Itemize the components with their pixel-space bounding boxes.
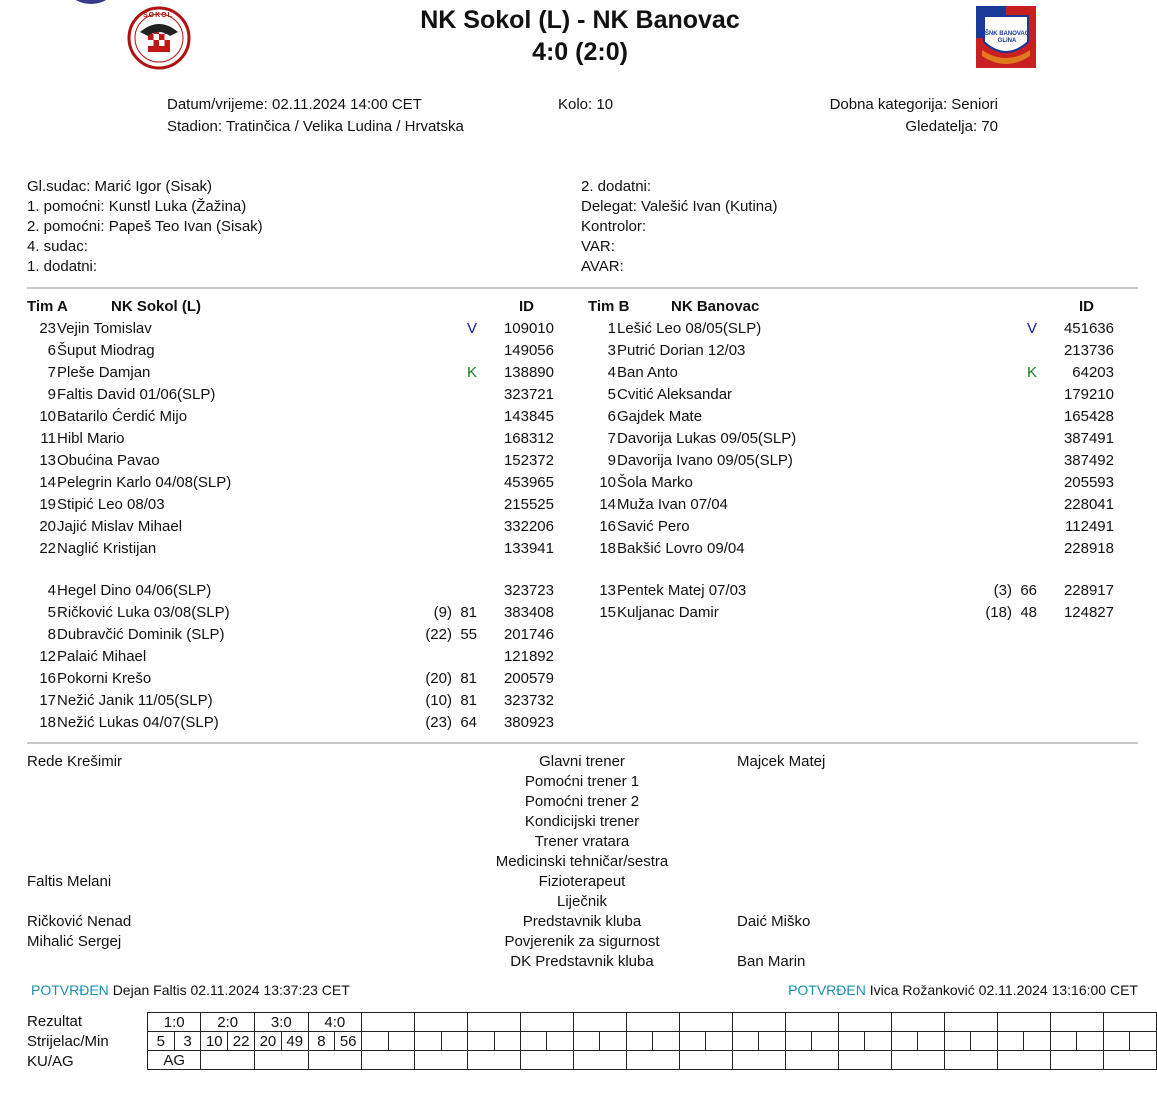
player-number: 19 bbox=[39, 496, 56, 513]
player-number: 10 bbox=[39, 408, 56, 425]
player-number: 9 bbox=[607, 452, 616, 469]
score-cell bbox=[891, 1013, 944, 1032]
staff-team-a: Mihalić Sergej bbox=[27, 933, 122, 950]
goal-minute-cell bbox=[865, 1032, 891, 1051]
match-score: 4:0 (2:0) bbox=[532, 38, 628, 66]
sub-name: Pentek Matej 07/03 bbox=[617, 582, 747, 599]
player-id: 228918 bbox=[1063, 540, 1114, 557]
official-entry: 2. pomoćni: Papeš Teo Ivan (Sisak) bbox=[27, 218, 263, 235]
player-name: Lešić Leo 08/05(SLP) bbox=[617, 320, 762, 337]
sub-number: 16 bbox=[39, 670, 56, 687]
scorer-number-cell bbox=[521, 1032, 547, 1051]
player-name: Obućina Pavao bbox=[57, 452, 160, 469]
divider bbox=[27, 742, 1138, 744]
score-cell bbox=[573, 1013, 626, 1032]
player-name: Bakšić Lovro 09/04 bbox=[617, 540, 745, 557]
staff-team-b: Daić Miško bbox=[737, 913, 811, 930]
sub-number: 4 bbox=[47, 582, 56, 599]
staff-role: Medicinski tehničar/sestra bbox=[495, 853, 669, 870]
match-title: NK Sokol (L) - NK Banovac bbox=[420, 6, 740, 34]
player-name: Šuput Miodrag bbox=[57, 342, 155, 359]
goal-minute-cell: 22 bbox=[228, 1032, 255, 1051]
staff-role: Liječnik bbox=[556, 893, 608, 910]
score-cell bbox=[1103, 1013, 1156, 1032]
team-b-name: NK Banovac bbox=[671, 298, 760, 315]
official-entry: Delegat: Valešić Ivan (Kutina) bbox=[581, 198, 778, 215]
official-entry: 4. sudac: bbox=[27, 238, 88, 255]
sub-name: Nežić Janik 11/05(SLP) bbox=[57, 692, 213, 709]
player-name: Faltis David 01/06(SLP) bbox=[57, 386, 216, 403]
scorer-number-cell bbox=[362, 1032, 388, 1051]
player-number: 22 bbox=[39, 540, 56, 557]
scorer-number-cell bbox=[785, 1032, 811, 1051]
sub-name: Hegel Dino 04/06(SLP) bbox=[57, 582, 212, 599]
goal-minute-cell bbox=[1024, 1032, 1050, 1051]
sub-replaced: (20) bbox=[425, 670, 452, 687]
player-number: 18 bbox=[599, 540, 616, 557]
player-number: 7 bbox=[607, 430, 616, 447]
score-cell bbox=[732, 1013, 785, 1032]
player-number: 5 bbox=[607, 386, 616, 403]
player-id: 138890 bbox=[503, 364, 554, 381]
staff-role: Pomoćni trener 2 bbox=[524, 793, 640, 810]
kuag-cell bbox=[468, 1051, 521, 1070]
sub-minute: 81 bbox=[460, 670, 477, 687]
goal-minute-cell bbox=[706, 1032, 732, 1051]
sub-id: 383408 bbox=[503, 604, 554, 621]
staff-role: Trener vratara bbox=[534, 833, 630, 850]
result-label: Rezultat bbox=[27, 1013, 83, 1030]
score-cell bbox=[944, 1013, 997, 1032]
staff-team-a: Faltis Melani bbox=[27, 873, 112, 890]
spectators: Gledatelja: 70 bbox=[905, 118, 998, 135]
player-name: Cvitić Aleksandar bbox=[617, 386, 733, 403]
scorer-number-cell bbox=[838, 1032, 864, 1051]
score-cell bbox=[362, 1013, 415, 1032]
score-cell bbox=[1050, 1013, 1103, 1032]
player-id: 168312 bbox=[503, 430, 554, 447]
score-cell bbox=[838, 1013, 891, 1032]
scorer-number-cell bbox=[997, 1032, 1023, 1051]
player-name: Putrić Dorian 12/03 bbox=[617, 342, 746, 359]
goal-minute-cell bbox=[971, 1032, 997, 1051]
kuag-cell bbox=[944, 1051, 997, 1070]
scorer-number-cell bbox=[732, 1032, 758, 1051]
scorer-row bbox=[148, 1032, 1157, 1051]
kuag-cell bbox=[308, 1051, 361, 1070]
player-id: 112491 bbox=[1065, 518, 1114, 535]
sub-id: 201746 bbox=[503, 626, 554, 643]
score-cell: 4:0 bbox=[308, 1013, 361, 1032]
player-name: Davorija Lukas 09/05(SLP) bbox=[617, 430, 797, 447]
scorer-number-cell bbox=[573, 1032, 599, 1051]
score-cell bbox=[785, 1013, 838, 1032]
kuag-cell bbox=[626, 1051, 679, 1070]
kuag-cell bbox=[362, 1051, 415, 1070]
player-number: 11 bbox=[40, 430, 56, 447]
score-cell bbox=[626, 1013, 679, 1032]
score-cell bbox=[521, 1013, 574, 1032]
team-a-name: NK Sokol (L) bbox=[111, 298, 201, 315]
sub-name: Palaić Mihael bbox=[57, 648, 147, 665]
confirmed-status: POTVRĐEN bbox=[31, 982, 109, 998]
kuag-row bbox=[148, 1051, 1157, 1070]
sub-replaced: (22) bbox=[425, 626, 452, 643]
player-number: 6 bbox=[47, 342, 56, 359]
player-id: 152372 bbox=[503, 452, 554, 469]
sub-id: 228917 bbox=[1063, 582, 1114, 599]
player-name: Pelegrin Karlo 04/08(SLP) bbox=[57, 474, 232, 491]
staff-role: Pomoćni trener 1 bbox=[524, 773, 640, 790]
team-b-label: Tim B bbox=[588, 298, 630, 315]
official-entry: Gl.sudac: Marić Igor (Sisak) bbox=[27, 178, 213, 195]
scorer-number-cell: 10 bbox=[201, 1032, 228, 1051]
confirmed-by: Ivica Rožanković 02.11.2024 13:16:00 CET bbox=[869, 982, 1138, 998]
goal-minute-cell: 49 bbox=[281, 1032, 308, 1051]
kuag-cell bbox=[1103, 1051, 1156, 1070]
player-number: 14 bbox=[39, 474, 56, 491]
sub-minute: 48 bbox=[1020, 604, 1037, 621]
player-name: Jajić Mislav Mihael bbox=[57, 518, 183, 535]
sub-number: 13 bbox=[599, 582, 616, 599]
sub-name: Kuljanac Damir bbox=[617, 604, 719, 621]
scorer-number-cell bbox=[415, 1032, 441, 1051]
player-number: 10 bbox=[599, 474, 616, 491]
player-id: 205593 bbox=[1063, 474, 1114, 491]
player-id: 143845 bbox=[503, 408, 554, 425]
sub-minute: 64 bbox=[460, 714, 477, 731]
sub-replaced: (10) bbox=[425, 692, 452, 709]
sub-minute: 55 bbox=[460, 626, 477, 643]
player-name: Vejin Tomislav bbox=[57, 320, 152, 337]
result-row bbox=[148, 1013, 1157, 1032]
player-id: 179210 bbox=[1063, 386, 1114, 403]
scorer-number-cell bbox=[679, 1032, 705, 1051]
player-id: 451636 bbox=[1063, 320, 1114, 337]
sub-number: 8 bbox=[47, 626, 56, 643]
kuag-cell bbox=[997, 1051, 1050, 1070]
scorer-number-cell bbox=[626, 1032, 652, 1051]
sub-number: 17 bbox=[39, 692, 56, 709]
sub-replaced: (3) bbox=[993, 582, 1012, 599]
sub-minute: 81 bbox=[460, 604, 477, 621]
player-name: Stipić Leo 08/03 bbox=[57, 496, 165, 513]
sub-number: 15 bbox=[599, 604, 616, 621]
player-id: 453965 bbox=[503, 474, 554, 491]
match-round: Kolo: 10 bbox=[558, 96, 614, 113]
confirmation-left bbox=[31, 982, 350, 998]
age-category: Dobna kategorija: Seniori bbox=[829, 96, 998, 113]
goal-minute-cell bbox=[653, 1032, 679, 1051]
score-cell: 2:0 bbox=[201, 1013, 255, 1032]
player-id: 165428 bbox=[1063, 408, 1114, 425]
player-id: 149056 bbox=[503, 342, 554, 359]
sub-replaced: (23) bbox=[425, 714, 452, 731]
player-number: 14 bbox=[599, 496, 616, 513]
captain-mark: K bbox=[467, 364, 478, 381]
player-name: Naglić Kristijan bbox=[57, 540, 157, 557]
goal-minute-cell bbox=[441, 1032, 467, 1051]
player-name: Šola Marko bbox=[617, 474, 693, 491]
player-number: 4 bbox=[607, 364, 616, 381]
staff-role: Kondicijski trener bbox=[524, 813, 640, 830]
goal-minute-cell bbox=[812, 1032, 838, 1051]
kuag-cell bbox=[573, 1051, 626, 1070]
player-id: 323721 bbox=[503, 386, 554, 403]
player-name: Ban Anto bbox=[617, 364, 678, 381]
scorer-number-cell: 5 bbox=[148, 1032, 175, 1051]
sub-id: 323732 bbox=[503, 692, 554, 709]
player-number: 20 bbox=[39, 518, 56, 535]
official-entry: AVAR: bbox=[581, 258, 624, 275]
player-name: Pleše Damjan bbox=[57, 364, 151, 381]
team-a-label: Tim A bbox=[27, 298, 68, 315]
player-name: Batarilo Ćerdić Mijo bbox=[57, 408, 188, 425]
player-number: 1 bbox=[607, 320, 616, 337]
captain-mark: K bbox=[1027, 364, 1038, 381]
result-grid bbox=[147, 1012, 1157, 1070]
sub-id: 121892 bbox=[503, 648, 554, 665]
player-id: 387491 bbox=[1063, 430, 1114, 447]
staff-team-b: Majcek Matej bbox=[737, 753, 826, 770]
kuag-cell bbox=[891, 1051, 944, 1070]
score-cell bbox=[415, 1013, 468, 1032]
sub-name: Dubravčić Dominik (SLP) bbox=[57, 626, 225, 643]
kuag-cell: AG bbox=[148, 1051, 201, 1070]
goal-minute-cell bbox=[918, 1032, 944, 1051]
staff-role: Glavni trener bbox=[539, 753, 625, 770]
official-entry: Kontrolor: bbox=[581, 218, 647, 235]
sub-number: 18 bbox=[39, 714, 56, 731]
player-number: 3 bbox=[607, 342, 616, 359]
player-number: 16 bbox=[599, 518, 616, 535]
staff-role: Predstavnik kluba bbox=[522, 913, 642, 930]
goal-minute-cell bbox=[494, 1032, 520, 1051]
scorer-number-cell bbox=[891, 1032, 917, 1051]
player-id: 332206 bbox=[503, 518, 554, 535]
player-number: 13 bbox=[39, 452, 56, 469]
goal-minute-cell bbox=[388, 1032, 414, 1051]
sub-minute: 66 bbox=[1020, 582, 1037, 599]
official-entry: 1. dodatni: bbox=[27, 258, 98, 275]
kuag-label: KU/AG bbox=[27, 1053, 74, 1070]
staff-team-b: Ban Marin bbox=[737, 953, 806, 970]
player-number: 23 bbox=[39, 320, 56, 337]
score-cell bbox=[997, 1013, 1050, 1032]
kuag-cell bbox=[838, 1051, 891, 1070]
goalkeeper-mark: V bbox=[1027, 320, 1038, 337]
player-number: 6 bbox=[607, 408, 616, 425]
sub-replaced: (9) bbox=[433, 604, 452, 621]
player-id: 228041 bbox=[1063, 496, 1114, 513]
top-edge-emblem bbox=[68, 0, 114, 4]
match-stadium: Stadion: Tratinčica / Velika Ludina / Hrvatska bbox=[167, 118, 464, 135]
score-cell: 1:0 bbox=[148, 1013, 201, 1032]
score-cell bbox=[468, 1013, 521, 1032]
scorer-number-cell bbox=[468, 1032, 494, 1051]
goal-minute-cell bbox=[600, 1032, 626, 1051]
confirmation-right bbox=[788, 982, 1138, 998]
goal-minute-cell bbox=[1077, 1032, 1103, 1051]
staff-role: Povjerenik za sigurnost bbox=[504, 933, 660, 950]
kuag-cell bbox=[1050, 1051, 1103, 1070]
player-number: 9 bbox=[47, 386, 56, 403]
player-name: Muža Ivan 07/04 bbox=[617, 496, 728, 513]
kuag-cell bbox=[255, 1051, 309, 1070]
score-cell bbox=[679, 1013, 732, 1032]
player-id: 109010 bbox=[503, 320, 554, 337]
official-entry: VAR: bbox=[581, 238, 615, 255]
player-id: 213736 bbox=[1063, 342, 1114, 359]
sub-name: Ričković Luka 03/08(SLP) bbox=[57, 604, 230, 621]
sub-id: 323723 bbox=[503, 582, 554, 599]
team-a-id-header: ID bbox=[519, 298, 534, 315]
player-id: 387492 bbox=[1063, 452, 1114, 469]
goal-minute-cell bbox=[759, 1032, 785, 1051]
confirmed-by: Dejan Faltis 02.11.2024 13:37:23 CET bbox=[112, 982, 350, 998]
sub-number: 12 bbox=[39, 648, 56, 665]
sub-minute: 81 bbox=[460, 692, 477, 709]
scorer-number-cell bbox=[1103, 1032, 1129, 1051]
sub-id: 124827 bbox=[1063, 604, 1114, 621]
score-cell: 3:0 bbox=[255, 1013, 309, 1032]
player-id: 133941 bbox=[503, 540, 554, 557]
kuag-cell bbox=[679, 1051, 732, 1070]
kuag-cell bbox=[732, 1051, 785, 1070]
kuag-cell bbox=[415, 1051, 468, 1070]
player-name: Hibl Mario bbox=[57, 430, 125, 447]
away-logo-text: ŠNK BANOVAC GLINA bbox=[984, 31, 1030, 44]
player-id: 215525 bbox=[503, 496, 554, 513]
divider bbox=[27, 287, 1138, 289]
official-entry: 2. dodatni: bbox=[581, 178, 652, 195]
match-datetime: Datum/vrijeme: 02.11.2024 14:00 CET bbox=[167, 96, 422, 113]
sub-id: 380923 bbox=[503, 714, 554, 731]
goalkeeper-mark: V bbox=[467, 320, 478, 337]
sub-name: Pokorni Krešo bbox=[57, 670, 152, 687]
player-number: 7 bbox=[47, 364, 56, 381]
kuag-cell bbox=[521, 1051, 574, 1070]
sub-id: 200579 bbox=[503, 670, 554, 687]
player-name: Davorija Ivano 09/05(SLP) bbox=[617, 452, 793, 469]
staff-team-a: Ričković Nenad bbox=[27, 913, 132, 930]
player-name: Gajdek Mate bbox=[617, 408, 703, 425]
confirmed-status: POTVRĐEN bbox=[788, 982, 866, 998]
staff-role: Fizioterapeut bbox=[538, 873, 626, 890]
sub-replaced: (18) bbox=[985, 604, 1012, 621]
goal-minute-cell: 3 bbox=[174, 1032, 201, 1051]
kuag-cell bbox=[785, 1051, 838, 1070]
scorer-number-cell bbox=[944, 1032, 970, 1051]
scorer-number-cell bbox=[1050, 1032, 1076, 1051]
kuag-cell bbox=[201, 1051, 255, 1070]
scorer-number-cell: 20 bbox=[255, 1032, 282, 1051]
sub-name: Nežić Lukas 04/07(SLP) bbox=[57, 714, 219, 731]
goal-minute-cell bbox=[1130, 1032, 1157, 1051]
home-logo-text: SOKOL bbox=[143, 12, 173, 19]
staff-role: DK Predstavnik kluba bbox=[510, 953, 654, 970]
official-entry: 1. pomoćni: Kunstl Luka (Žažina) bbox=[27, 198, 247, 215]
sub-number: 5 bbox=[47, 604, 56, 621]
goal-minute-cell bbox=[547, 1032, 573, 1051]
player-name: Savić Pero bbox=[617, 518, 690, 535]
player-id: 64203 bbox=[1072, 364, 1114, 381]
scorer-number-cell: 8 bbox=[308, 1032, 335, 1051]
team-b-id-header: ID bbox=[1079, 298, 1094, 315]
scorer-label: Strijelac/Min bbox=[27, 1033, 109, 1050]
goal-minute-cell: 56 bbox=[335, 1032, 362, 1051]
staff-team-a: Rede Krešimir bbox=[27, 753, 123, 770]
